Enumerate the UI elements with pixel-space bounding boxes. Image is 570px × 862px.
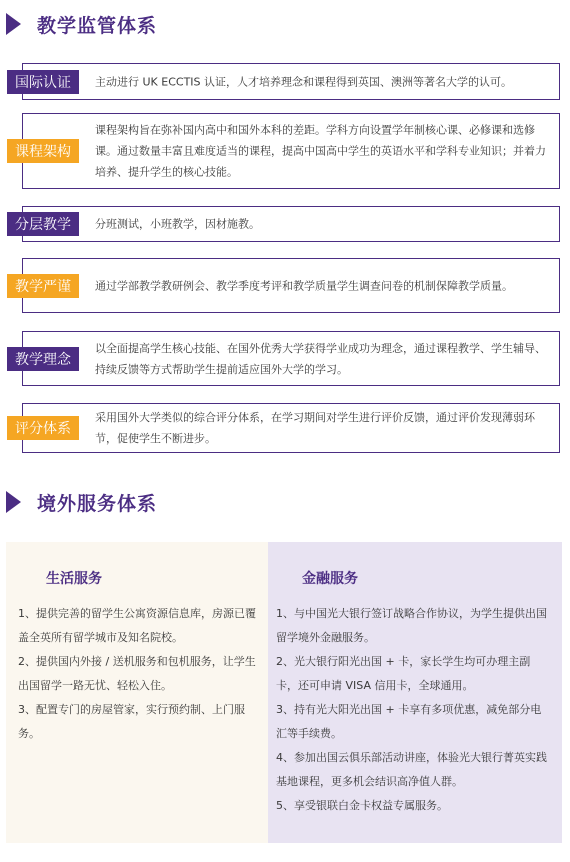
row-philosophy xyxy=(15,331,560,386)
finance-services-list xyxy=(276,602,552,818)
row-text: 分班测试，小班教学，因材施教。 xyxy=(95,217,260,231)
row-tag: 评分体系 xyxy=(7,416,79,440)
row-layered-teaching xyxy=(15,206,560,242)
list-item: 3、持有光大阳光出国 + 卡享有多项优惠，减免部分电汇等手续费。 xyxy=(276,703,542,740)
row-rigorous-teaching xyxy=(15,258,560,313)
life-services-title: 生活服务 xyxy=(46,571,102,587)
row-text: 主动进行 UK ECCTIS 认证，人才培养理念和课程得到英国、澳洲等著名大学的认可。 xyxy=(95,75,513,88)
list-item: 2、光大银行阳光出国 + 卡，家长学生均可办理主副卡，还可申请 VISA 信用卡，全球通用。 xyxy=(276,655,531,692)
row-text: 采用国外大学类似的综合评分体系，在学习期间对学生进行评价反馈，通过评价发现薄弱环节，促使学生不断进步。 xyxy=(95,411,535,445)
list-item: 1、与中国光大银行签订战略合作协议，为学生提供出国留学境外金融服务。 xyxy=(276,607,547,644)
list-item: 2、提供国内外接 / 送机服务和包机服务，让学生出国留学一路无忧、轻松入住。 xyxy=(18,655,256,692)
list-item: 3、配置专门的房屋管家，实行预约制、上门服务。 xyxy=(18,703,245,740)
triangle-icon xyxy=(6,13,21,35)
triangle-icon xyxy=(6,491,21,513)
row-curriculum xyxy=(15,113,560,189)
row-tag: 国际认证 xyxy=(7,70,79,94)
row-tag: 教学严谨 xyxy=(7,274,79,298)
section-title: 教学监管体系 xyxy=(37,14,158,37)
row-accreditation xyxy=(15,63,560,100)
row-tag: 分层教学 xyxy=(7,212,79,236)
row-text: 以全面提高学生核心技能、在国外优秀大学获得学业成功为理念，通过课程教学、学生辅导、持续反馈等方式帮助学生提前适应国外大学的学习。 xyxy=(95,341,546,376)
row-tag: 教学理念 xyxy=(7,347,79,371)
section-title: 境外服务体系 xyxy=(37,492,158,515)
list-item: 1、提供完善的留学生公寓资源信息库，房源已覆盖全英所有留学城市及知名院校。 xyxy=(18,607,256,644)
finance-services-panel xyxy=(268,542,562,843)
section-header-teaching xyxy=(6,9,157,39)
row-tag: 课程架构 xyxy=(7,139,79,163)
finance-services-title: 金融服务 xyxy=(302,571,358,587)
list-item: 4、参加出国云俱乐部活动讲座，体验光大银行菁英实践基地课程，更多机会结识高净值人群。 xyxy=(276,751,547,788)
life-services-list xyxy=(18,602,256,746)
row-grading xyxy=(15,403,560,453)
life-services-panel xyxy=(6,542,268,843)
section-header-overseas xyxy=(6,487,157,517)
row-text: 课程架构旨在弥补国内高中和国外本科的差距。学科方向设置学年制核心课、必修课和选修课。通过数量丰富且难度适当的课程，提高中国高中学生的英语水平和学科专业知识；并着力培养、提升学生的核心技能。 xyxy=(95,123,546,179)
row-text: 通过学部教学教研例会、教学季度考评和教学质量学生调查问卷的机制保障教学质量。 xyxy=(95,279,513,292)
list-item: 5、享受银联白金卡权益专属服务。 xyxy=(276,799,448,812)
